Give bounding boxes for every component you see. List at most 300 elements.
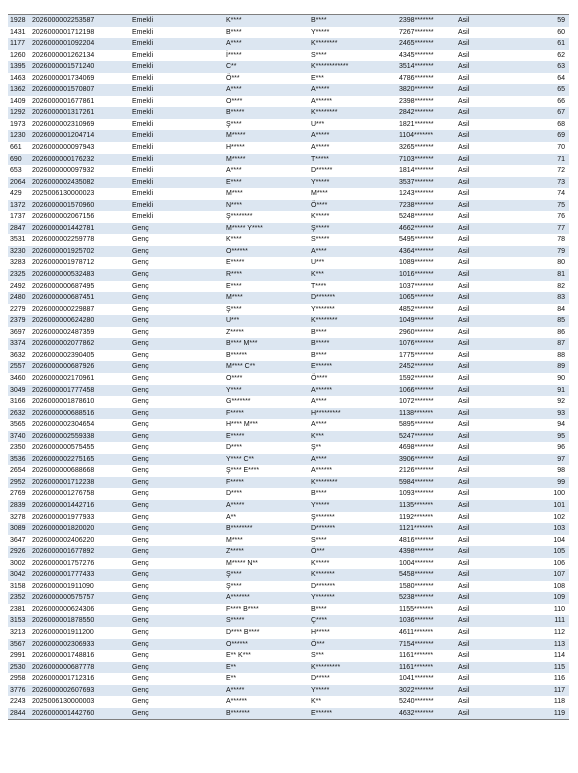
table-row [8,396,569,408]
cell-no: 2025006130000023 [32,190,95,198]
cell-no: 2026000001570807 [32,86,95,94]
cell-sira: 1372 [10,201,26,209]
cell-grup: Genç [132,328,149,336]
cell-idx: 115 [553,663,565,671]
cell-idx: 63 [557,63,565,71]
cell-ad: C** [226,63,237,71]
cell-idx: 111 [554,617,565,625]
cell-sira: 1928 [10,17,26,24]
cell-sira: 3158 [10,582,26,590]
cell-idx: 94 [557,421,565,429]
cell-grup: Emekli [132,132,154,140]
cell-ad: A** [226,513,237,521]
cell-ad: E** [226,663,237,671]
cell-soyad: Ö**** [311,374,328,382]
cell-sira: 3776 [10,686,26,694]
cell-no: 2026000001757276 [32,559,95,567]
cell-grup: Genç [132,628,149,636]
cell-ad: M**** [226,294,243,302]
cell-no: 2026000000229887 [32,305,95,313]
cell-tc: 2960******* [399,328,434,336]
cell-grup: Genç [132,432,149,440]
cell-sira: 3042 [10,571,26,579]
cell-grup: Genç [132,374,149,382]
cell-durum: Asil [458,363,470,371]
cell-tc: 3537******* [399,178,434,186]
table-row [8,523,569,535]
cell-ad: U*** [226,317,240,325]
cell-sira: 690 [10,155,22,163]
table-row [8,50,569,62]
cell-soyad: K************ [311,63,349,71]
cell-durum: Asil [458,17,470,24]
cell-tc: 4786******* [399,74,434,82]
table-row [8,154,569,166]
cell-tc: 4611******* [399,628,434,636]
cell-durum: Asil [458,109,470,117]
cell-soyad: S**** [311,51,327,59]
cell-ad: Z***** [226,548,244,556]
cell-grup: Genç [132,271,149,279]
cell-no: 2026000001777433 [32,571,95,579]
table-row [8,431,569,443]
cell-no: 2026000001820020 [32,525,95,533]
cell-idx: 72 [557,167,565,175]
cell-grup: Emekli [132,120,154,128]
cell-durum: Asil [458,144,470,152]
cell-soyad: Y***** [311,28,330,36]
cell-tc: 4662******* [399,224,434,232]
cell-sira: 2279 [10,305,26,313]
cell-soyad: K******** [311,109,338,117]
results-table [8,14,569,720]
cell-durum: Asil [458,709,470,717]
cell-durum: Asil [458,86,470,94]
cell-durum: Asil [458,398,470,406]
cell-no: 2026000002275165 [32,455,95,463]
cell-grup: Genç [132,421,149,429]
cell-soyad: Y******* [311,305,335,313]
cell-ad: M***** N** [226,559,258,567]
cell-sira: 3740 [10,432,26,440]
cell-tc: 2398******* [399,17,434,24]
cell-idx: 100 [553,490,565,498]
cell-idx: 80 [557,259,565,267]
cell-sira: 2654 [10,467,26,475]
cell-tc: 1037******* [399,282,434,290]
cell-no: 2026000001878550 [32,617,95,625]
cell-ad: E** [226,675,237,683]
cell-no: 2026000001570960 [32,201,95,209]
cell-no: 2026000000575757 [32,594,95,602]
cell-idx: 66 [557,97,565,105]
cell-no: 2026000002390405 [32,351,95,359]
cell-tc: 1072******* [399,398,434,406]
cell-ad: M***** [226,132,246,140]
cell-tc: 7238******* [399,201,434,209]
cell-no: 2026000001317261 [32,109,95,117]
cell-durum: Asil [458,282,470,290]
cell-durum: Asil [458,213,470,221]
cell-idx: 85 [557,317,565,325]
cell-idx: 61 [557,40,565,48]
cell-sira: 1431 [10,28,26,36]
table-row [8,304,569,316]
cell-ad: N**** [226,201,242,209]
cell-idx: 98 [557,467,565,475]
cell-ad: E** K*** [226,652,251,660]
cell-grup: Emekli [132,17,154,24]
table-row [8,142,569,154]
table-row [8,130,569,142]
cell-no: 2026000001442760 [32,709,95,717]
cell-ad: Ş**** [226,571,242,579]
cell-soyad: B**** [311,490,327,498]
cell-idx: 99 [557,478,565,486]
cell-soyad: K******** [311,478,338,486]
cell-soyad: Ş******* [311,513,335,521]
table-row [8,708,569,720]
cell-sira: 2952 [10,478,26,486]
cell-durum: Asil [458,686,470,694]
cell-grup: Genç [132,594,149,602]
cell-durum: Asil [458,490,470,498]
cell-durum: Asil [458,640,470,648]
cell-durum: Asil [458,675,470,683]
cell-ad: Ö*** [226,74,240,82]
cell-soyad: D****** [311,167,333,175]
table-row [8,673,569,685]
cell-no: 2026000001911090 [32,582,94,590]
cell-durum: Asil [458,432,470,440]
cell-durum: Asil [458,501,470,509]
cell-durum: Asil [458,628,470,636]
cell-durum: Asil [458,340,470,348]
table-row [8,234,569,246]
cell-no: 2026000002306933 [32,640,95,648]
cell-idx: 93 [557,409,565,417]
cell-soyad: S***** [311,236,330,244]
cell-durum: Asil [458,178,470,186]
cell-tc: 1016******* [399,271,434,279]
cell-ad: R**** [226,271,242,279]
cell-sira: 1737 [10,213,26,221]
cell-tc: 1076******* [399,340,434,348]
cell-grup: Genç [132,236,149,244]
cell-idx: 112 [553,628,565,636]
cell-grup: Genç [132,351,149,359]
cell-ad: Ş**** [226,582,242,590]
table-row [8,361,569,373]
cell-idx: 70 [557,144,565,152]
cell-durum: Asil [458,409,470,417]
cell-ad: A***** [226,686,245,694]
cell-soyad: A****** [311,467,333,475]
cell-durum: Asil [458,617,470,625]
cell-ad: E***** [226,432,245,440]
cell-ad: D**** B**** [226,628,260,636]
cell-durum: Asil [458,444,470,452]
cell-sira: 3230 [10,247,26,255]
cell-soyad: Y***** [311,178,330,186]
cell-no: 2026000001978712 [32,259,95,267]
cell-tc: 3514******* [399,63,434,71]
table-row [8,200,569,212]
cell-ad: A**** [226,40,242,48]
cell-idx: 81 [557,271,565,279]
table-row [8,188,569,200]
cell-sira: 429 [10,190,22,198]
cell-grup: Emekli [132,178,154,186]
cell-idx: 69 [557,132,565,140]
cell-durum: Asil [458,548,470,556]
cell-tc: 3265******* [399,144,434,152]
table-row [8,269,569,281]
cell-tc: 3820******* [399,86,434,94]
cell-no: 2025006130000003 [32,698,95,706]
cell-idx: 108 [553,582,565,590]
cell-tc: 7267******* [399,28,434,36]
cell-tc: 1192******* [399,513,434,521]
cell-ad: Z***** [226,328,244,336]
cell-tc: 7154******* [399,640,434,648]
table-row [8,119,569,131]
cell-soyad: B**** [311,605,327,613]
cell-tc: 5495******* [399,236,434,244]
cell-no: 2026000002170961 [32,374,95,382]
table-row [8,581,569,593]
cell-ad: B****** [226,351,248,359]
cell-tc: 3906******* [399,455,434,463]
cell-no: 2026000000624306 [32,605,95,613]
cell-idx: 71 [557,155,565,163]
cell-tc: 7103******* [399,155,434,163]
cell-tc: 1814******* [399,167,434,175]
cell-grup: Genç [132,536,149,544]
cell-no: 2026000001442781 [32,224,95,232]
cell-idx: 90 [557,374,565,382]
cell-ad: B**** [226,28,242,36]
cell-no: 2026000001925702 [32,247,95,255]
cell-no: 2026000002406220 [32,536,95,544]
cell-tc: 4632******* [399,709,434,717]
cell-no: 2026000001442716 [32,501,95,509]
cell-ad: B******** [226,525,253,533]
cell-tc: 1155******* [399,605,434,613]
cell-no: 2026000001911200 [32,628,94,636]
cell-no: 2026000000687778 [32,663,95,671]
cell-durum: Asil [458,525,470,533]
table-row [8,27,569,39]
table-row [8,546,569,558]
table-row [8,512,569,524]
cell-tc: 1161******* [399,652,434,660]
cell-idx: 97 [557,455,565,463]
cell-ad: B**** M*** [226,340,258,348]
cell-sira: 2839 [10,501,26,509]
table-row [8,338,569,350]
cell-idx: 96 [557,444,565,452]
cell-tc: 1138******* [399,409,434,417]
cell-soyad: E****** [311,363,333,371]
cell-soyad: K** [311,698,322,706]
cell-grup: Genç [132,259,149,267]
cell-sira: 3049 [10,386,26,394]
cell-no: 2026000001777458 [32,386,95,394]
cell-ad: O**** [226,374,243,382]
cell-idx: 92 [557,398,565,406]
cell-tc: 5238******* [399,594,434,602]
table-row [8,419,569,431]
cell-sira: 2352 [10,594,26,602]
cell-no: 2026000002077862 [32,340,95,348]
cell-soyad: H***** [311,628,330,636]
cell-no: 2026000001262134 [32,51,95,59]
cell-no: 2026000001977933 [32,513,95,521]
cell-soyad: K******* [311,571,335,579]
cell-tc: 5895******* [399,421,434,429]
cell-ad: F**** B**** [226,605,259,613]
cell-no: 2026000000532483 [32,271,95,279]
table-row [8,385,569,397]
cell-grup: Genç [132,455,149,463]
cell-grup: Genç [132,617,149,625]
table-row [8,685,569,697]
cell-soyad: A**** [311,398,327,406]
table-row [8,592,569,604]
cell-ad: D**** [226,490,242,498]
cell-ad: Ş**** [226,305,242,313]
cell-tc: 5984******* [399,478,434,486]
table-row [8,315,569,327]
cell-no: 2026000001677892 [32,548,95,556]
cell-sira: 2926 [10,548,26,556]
cell-durum: Asil [458,571,470,579]
cell-ad: A**** [226,167,242,175]
cell-ad: B***** [226,109,245,117]
cell-soyad: A***** [311,144,330,152]
cell-no: 2026000002253587 [32,17,95,24]
cell-ad: H**** M*** [226,421,258,429]
cell-soyad: D******* [311,525,336,533]
cell-grup: Genç [132,282,149,290]
cell-tc: 5248******* [399,213,434,221]
cell-durum: Asil [458,652,470,660]
cell-idx: 87 [557,340,565,348]
table-row [8,569,569,581]
cell-grup: Genç [132,317,149,325]
table-row [8,292,569,304]
cell-ad: A****** [226,698,248,706]
cell-soyad: Ö*** [311,548,325,556]
cell-grup: Emekli [132,63,154,71]
cell-soyad: S**** [311,536,327,544]
cell-grup: Genç [132,224,149,232]
cell-soyad: K***** [311,559,330,567]
cell-grup: Genç [132,444,149,452]
cell-sira: 3166 [10,398,26,406]
cell-grup: Genç [132,525,149,533]
cell-idx: 59 [557,17,565,24]
table-row [8,257,569,269]
cell-grup: Genç [132,686,149,694]
cell-soyad: Ö*** [311,640,325,648]
cell-grup: Genç [132,640,149,648]
cell-tc: 1243******* [399,190,434,198]
table-row [8,73,569,85]
cell-no: 2026000002310969 [32,120,95,128]
cell-no: 2026000002067156 [32,213,95,221]
cell-soyad: Ö**** [311,201,328,209]
cell-idx: 82 [557,282,565,290]
cell-grup: Genç [132,663,149,671]
cell-idx: 103 [553,525,565,533]
cell-sira: 1260 [10,51,26,59]
cell-no: 2026000001734069 [32,74,95,82]
table-row [8,350,569,362]
cell-no: 2026000000688516 [32,409,95,417]
cell-idx: 117 [553,686,565,694]
cell-soyad: A***** [311,132,330,140]
cell-no: 2026000002607693 [32,686,95,694]
cell-ad: Y**** [226,386,242,394]
cell-tc: 1161******* [399,663,434,671]
cell-durum: Asil [458,386,470,394]
cell-grup: Genç [132,490,149,498]
cell-no: 2026000002487359 [32,328,95,336]
cell-ad: A**** [226,86,242,94]
cell-idx: 84 [557,305,565,313]
cell-ad: B******* [226,709,250,717]
cell-idx: 113 [553,640,565,648]
cell-sira: 1973 [10,120,26,128]
cell-soyad: H********* [311,409,341,417]
table-row [8,650,569,662]
cell-durum: Asil [458,74,470,82]
cell-ad: K**** [226,236,242,244]
cell-soyad: B**** [311,328,327,336]
cell-durum: Asil [458,259,470,267]
cell-idx: 77 [557,224,565,232]
cell-sira: 3002 [10,559,26,567]
cell-durum: Asil [458,605,470,613]
cell-grup: Genç [132,652,149,660]
cell-grup: Genç [132,363,149,371]
cell-durum: Asil [458,663,470,671]
table-row [8,604,569,616]
cell-grup: Emekli [132,109,154,117]
cell-tc: 1036******* [399,617,434,625]
cell-soyad: T**** [311,282,327,290]
cell-no: 2026000002259778 [32,236,95,244]
cell-tc: 1580******* [399,582,434,590]
cell-ad: H***** [226,144,245,152]
cell-grup: Emekli [132,167,154,175]
cell-grup: Genç [132,675,149,683]
cell-sira: 2530 [10,663,26,671]
cell-soyad: Y***** [311,686,330,694]
table-row [8,15,569,27]
table-row [8,165,569,177]
cell-durum: Asil [458,224,470,232]
cell-soyad: B***** [311,340,330,348]
cell-tc: 1093******* [399,490,434,498]
cell-tc: 1104******* [399,132,434,140]
cell-soyad: A**** [311,421,327,429]
cell-durum: Asil [458,201,470,209]
cell-tc: 1592******* [399,374,434,382]
cell-idx: 116 [553,675,565,683]
